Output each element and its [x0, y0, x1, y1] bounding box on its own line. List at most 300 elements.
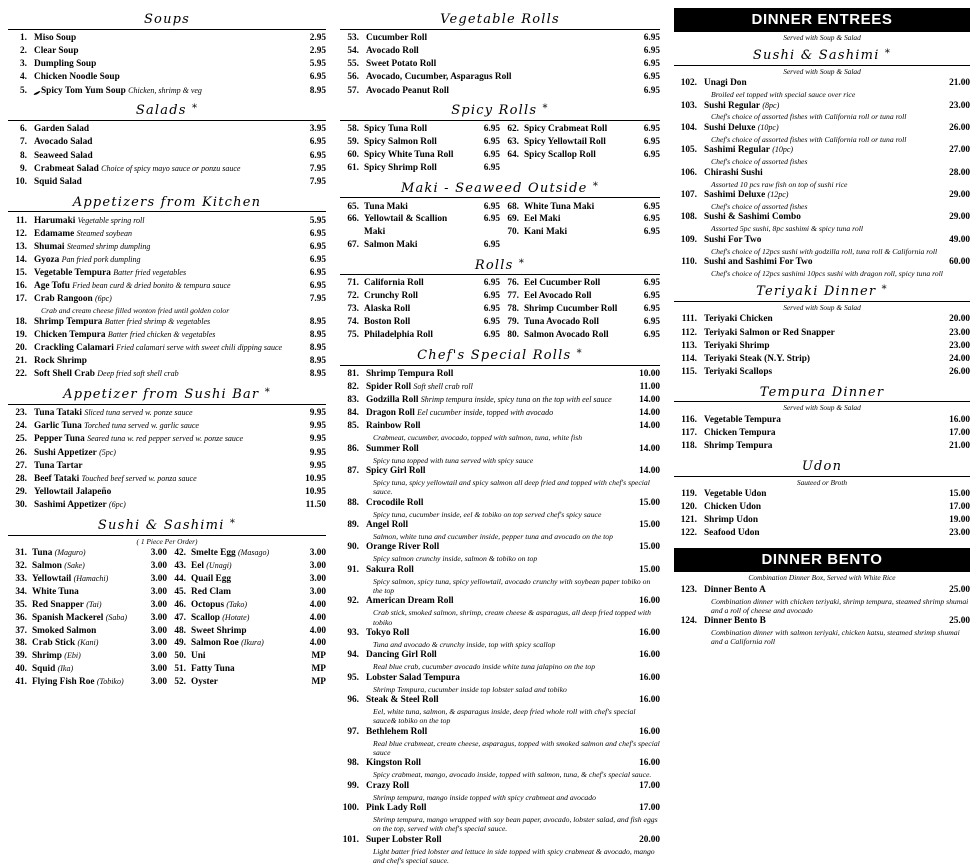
item-body	[524, 226, 626, 239]
item-name: Cucumber Roll	[366, 32, 428, 43]
item-number: 52.	[174, 677, 186, 688]
item-number: 113.	[681, 340, 697, 351]
item-body	[366, 694, 624, 707]
item-number: 30.	[15, 500, 27, 511]
menu-item	[340, 368, 660, 381]
menu-item	[500, 277, 660, 290]
item-number: 60.	[347, 150, 359, 161]
item-number: 114.	[681, 353, 697, 364]
item-price: 3.00	[309, 547, 326, 558]
item-body	[524, 277, 626, 290]
item-price: 7.95	[309, 294, 326, 305]
item-number: 27.	[15, 460, 27, 471]
item-name: Sushi For Two	[704, 234, 762, 245]
item-price: 3.00	[150, 547, 167, 558]
item-description: Steamed shrimp dumpling	[66, 241, 151, 251]
item-body	[34, 499, 290, 512]
item-name: Vegetable Tempura	[34, 268, 111, 279]
menu-item	[8, 149, 326, 162]
menu-item	[167, 573, 326, 586]
menu-item	[8, 293, 326, 306]
menu-item	[340, 519, 660, 532]
item-number: 67.	[347, 239, 359, 250]
item-price: 3.00	[150, 625, 167, 636]
item-name: Steak & Steel Roll	[366, 695, 439, 706]
menu-item	[167, 676, 326, 689]
item-number: 77.	[507, 291, 519, 302]
item-name: Sweet Shrimp	[191, 625, 247, 636]
item-number: 29.	[15, 487, 27, 498]
item-number: 115.	[681, 366, 697, 377]
section-star: *	[191, 103, 199, 115]
item-price: 8.95	[309, 369, 326, 380]
item-number: 78.	[507, 304, 519, 315]
item-number: 75.	[347, 330, 359, 341]
item-name: Tokyo Roll	[366, 628, 410, 639]
item-name: Rock Shrimp	[34, 356, 87, 367]
item-body	[32, 547, 133, 560]
item-name: Teriyaki Shrimp	[704, 340, 770, 351]
item-number: 76.	[507, 278, 519, 289]
item-number: 88.	[347, 497, 359, 508]
item-price: 5.95	[309, 59, 326, 70]
item-body	[32, 599, 133, 612]
item-number: 4.	[20, 72, 27, 83]
item-price: 16.00	[639, 726, 660, 737]
item-body	[364, 136, 466, 149]
item-number: 97.	[347, 726, 359, 737]
item-name: Smelte Egg	[191, 547, 236, 558]
item-body	[366, 420, 624, 433]
menu-item	[674, 514, 970, 527]
item-number: 92.	[347, 596, 359, 607]
item-body	[704, 501, 934, 514]
section-note: Served with Soup & Salad	[783, 302, 861, 312]
item-body	[704, 527, 934, 540]
item-number: 6.	[20, 124, 27, 135]
item-price: 21.00	[949, 441, 970, 452]
item-number: 7.	[20, 137, 27, 148]
section-star: *	[884, 48, 892, 60]
item-number: 79.	[507, 317, 519, 328]
item-price: 6.95	[309, 72, 326, 83]
item-name: Teriyaki Chicken	[704, 314, 773, 325]
section-rule	[340, 197, 660, 198]
chili-pepper-icon	[33, 88, 40, 93]
section-heading: Appetizer from Sushi Bar *	[63, 387, 271, 403]
item-number: 70.	[507, 227, 519, 238]
item-body	[364, 123, 466, 136]
item-number: 90.	[347, 542, 359, 553]
item-number: 100.	[342, 803, 359, 814]
item-name: Dumpling Soup	[34, 59, 97, 70]
menu-item	[8, 84, 326, 97]
item-number: 86.	[347, 443, 359, 454]
menu-item	[8, 547, 167, 560]
item-price: 6.95	[643, 85, 660, 96]
item-name: Dragon Roll	[366, 408, 415, 419]
menu-item	[674, 144, 970, 157]
menu-item	[340, 595, 660, 608]
item-name: Shrimp Tempura	[704, 441, 773, 452]
item-price: 60.00	[949, 257, 970, 268]
menu-item	[500, 226, 660, 239]
item-description: (Sake)	[64, 560, 85, 570]
item-price: 21.00	[949, 78, 970, 89]
item-number: 105.	[680, 145, 697, 156]
item-name: Scallop	[191, 612, 220, 623]
item-name: Seaweed Salad	[34, 150, 93, 161]
item-body	[34, 316, 290, 329]
item-name: Garden Salad	[34, 124, 90, 135]
menu-item	[340, 200, 500, 213]
menu-item	[167, 611, 326, 624]
item-body	[34, 355, 290, 368]
item-price: 16.00	[639, 628, 660, 639]
item-body	[366, 443, 624, 456]
menu-item	[340, 564, 660, 577]
item-price: 11.00	[639, 381, 660, 392]
item-body	[704, 189, 934, 202]
item-price: 29.00	[949, 212, 970, 223]
item-price: 15.00	[639, 542, 660, 553]
item-name: Yellowtail Jalapeño	[34, 487, 112, 498]
item-name: Smoked Salmon	[32, 625, 97, 636]
two-column-group	[340, 200, 660, 251]
item-name: Pepper Tuna	[34, 434, 85, 445]
section-rule	[674, 65, 970, 66]
item-price: 6.95	[483, 124, 500, 135]
item-subdescription: Shrimp tempura, mango inside topped with spicy crabmeat and avocado	[373, 792, 596, 802]
section-star: *	[229, 518, 237, 530]
item-subdescription: Tuna and avocado & crunchy inside, top with spicy scallop	[373, 639, 556, 649]
item-price: 25.00	[949, 616, 970, 627]
menu-item	[340, 407, 660, 420]
item-name: Crackling Calamari	[34, 343, 114, 354]
menu-item	[340, 465, 660, 478]
item-price: 15.00	[639, 520, 660, 531]
menu-item	[8, 176, 326, 189]
item-description: (Ikura)	[241, 638, 264, 648]
item-price: 6.95	[309, 241, 326, 252]
item-number: 108.	[680, 212, 697, 223]
item-body	[704, 353, 934, 366]
dinner-bento-note: Combination Dinner Box, Served with White Rice	[748, 573, 896, 583]
item-name: Harumaki	[34, 215, 76, 226]
item-number: 98.	[347, 758, 359, 769]
item-price: 15.00	[949, 489, 970, 500]
menu-item	[340, 32, 660, 45]
section-rule	[340, 29, 660, 30]
item-subdescription: Crab and cream cheese filled wonton fried until golden color	[41, 306, 230, 316]
menu-item	[167, 547, 326, 560]
menu-item	[8, 136, 326, 149]
item-price: 14.00	[639, 408, 660, 419]
item-name: Crabmeat Salad	[34, 163, 99, 174]
menu-item	[167, 560, 326, 573]
item-number: 24.	[15, 421, 27, 432]
menu-item	[674, 353, 970, 366]
section-heading: Sushi & Sashimi *	[97, 518, 237, 534]
section-rule	[340, 274, 660, 275]
item-name: Avocado, Cucumber, Asparagus Roll	[366, 72, 512, 83]
item-body	[524, 303, 626, 316]
item-number: 11.	[15, 215, 27, 226]
item-price: 3.00	[150, 677, 167, 688]
menu-item	[8, 446, 326, 459]
item-price: 6.95	[643, 291, 660, 302]
item-price: 6.95	[483, 150, 500, 161]
menu-item	[167, 624, 326, 637]
section-rule	[340, 365, 660, 366]
item-number: 93.	[347, 628, 359, 639]
section-heading: Spicy Rolls *	[451, 103, 549, 119]
menu-column-left	[0, 0, 334, 688]
menu-item	[8, 473, 326, 486]
item-subdescription: Light batter fried lobster and lettuce in side topped with spicy crabmeat & avocado, mango and chef's special sauce.	[373, 846, 655, 865]
item-price: 6.95	[483, 330, 500, 341]
menu-item	[500, 316, 660, 329]
section-star: *	[518, 257, 526, 269]
item-body	[34, 71, 290, 84]
item-name: Edamame	[34, 228, 75, 239]
item-description: (Tai)	[86, 599, 102, 609]
section-heading: Teriyaki Dinner *	[756, 284, 888, 300]
item-body	[704, 327, 934, 340]
menu-item	[674, 166, 970, 179]
item-body	[32, 637, 133, 650]
item-price: 6.95	[309, 228, 326, 239]
item-price: 3.00	[150, 586, 167, 597]
item-subdescription: Spicy tuna, cucumber inside, eel & tobiko on top served chef's spicy sauce	[373, 509, 602, 519]
item-number: 61.	[347, 162, 359, 173]
item-price: MP	[311, 651, 326, 662]
menu-item	[500, 290, 660, 303]
section-star: *	[542, 103, 549, 115]
item-name: Dinner Bento A	[704, 584, 766, 595]
item-number: 10.	[15, 176, 27, 187]
column-left-items	[340, 277, 500, 342]
item-name: Avocado Peanut Roll	[366, 85, 449, 96]
item-number: 111.	[681, 314, 697, 325]
menu-item	[500, 329, 660, 342]
item-number: 21.	[15, 356, 27, 367]
item-body	[191, 547, 292, 560]
item-body	[34, 176, 290, 189]
item-body	[364, 277, 466, 290]
item-description: Deep fried soft shell crab	[97, 369, 179, 379]
item-subdescription: Crab stick, smoked salmon, shrimp, cream cheese & asparagus, all deep fried topped with tobiko	[373, 608, 651, 627]
item-body	[366, 541, 624, 554]
item-subdescription: Chef's choice of assorted fishes	[711, 157, 808, 167]
item-number: 71.	[347, 278, 359, 289]
item-name: Red Snapper	[32, 599, 84, 610]
item-name: Teriyaki Scallops	[704, 366, 773, 377]
item-number: 122.	[680, 528, 697, 539]
item-body	[364, 149, 466, 162]
item-body	[34, 460, 290, 473]
item-number: 46.	[174, 599, 186, 610]
item-price: 6.95	[309, 268, 326, 279]
item-number: 33.	[15, 573, 27, 584]
item-description: Fried calamari serve with sweet chili dipping sauce	[116, 343, 283, 353]
section-star: *	[264, 387, 271, 399]
item-description: (Maguro)	[54, 547, 86, 557]
menu-item	[340, 757, 660, 770]
item-body	[32, 586, 133, 599]
item-name: Spanish Mackerel	[32, 612, 104, 623]
item-number: 119.	[681, 489, 697, 500]
item-price: 6.95	[483, 162, 500, 173]
item-body	[191, 625, 292, 638]
menu-item	[340, 277, 500, 290]
item-price: 6.95	[643, 72, 660, 83]
item-price: 6.95	[483, 214, 500, 225]
item-name: Bethlehem Roll	[366, 726, 428, 737]
item-price: 3.00	[309, 586, 326, 597]
section-heading: Tempura Dinner	[759, 384, 885, 400]
item-body	[364, 162, 466, 175]
item-name: Sushi Appetizer	[34, 447, 97, 458]
item-subdescription: Spicy salmon, spicy tuna, spicy yellowtail, avocado crunchy with soybean paper tobiko on the top	[373, 576, 651, 595]
item-subdescription: Spicy salmon crunchy inside, salmon & tobiko on top	[373, 554, 538, 564]
menu-item	[8, 676, 167, 689]
item-price: 23.00	[949, 528, 970, 539]
item-body	[366, 649, 624, 662]
item-name: Avocado Salad	[34, 137, 93, 148]
item-price: 15.00	[639, 497, 660, 508]
item-body	[364, 290, 466, 303]
item-name: Angel Roll	[366, 520, 409, 531]
item-description: Choice of spicy mayo sauce or ponzu sauce	[101, 163, 241, 173]
item-name: Chicken Tempura	[34, 329, 106, 340]
item-number: 36.	[15, 612, 27, 623]
item-number: 2.	[20, 46, 27, 57]
item-price: 6.95	[643, 278, 660, 289]
menu-item	[340, 136, 500, 149]
item-price: 6.95	[643, 227, 660, 238]
item-body	[366, 381, 624, 394]
item-body	[34, 45, 290, 58]
item-price: 2.95	[309, 46, 326, 57]
item-price: 3.00	[150, 573, 167, 584]
section-rule	[8, 29, 326, 30]
item-price: 23.00	[949, 100, 970, 111]
item-name: Spicy Tom Yum Soup	[41, 85, 126, 96]
item-name: Rainbow Roll	[366, 421, 421, 432]
item-number: 95.	[347, 672, 359, 683]
item-description: Eel cucumber inside, topped with avocado	[417, 408, 554, 418]
item-name: Crocodile Roll	[366, 497, 424, 508]
item-price: 6.95	[643, 32, 660, 43]
item-number: 91.	[347, 564, 359, 575]
item-body	[191, 612, 292, 625]
item-body	[191, 586, 292, 599]
item-body	[366, 394, 624, 407]
item-number: 32.	[15, 560, 27, 571]
item-description: Torched tuna served w. garlic sauce	[84, 421, 199, 431]
item-body	[32, 560, 133, 573]
section-rule	[674, 476, 970, 477]
item-price: 6.95	[643, 201, 660, 212]
item-price: 26.00	[949, 366, 970, 377]
item-name: Chicken Noodle Soup	[34, 72, 120, 83]
item-name: Gyoza	[34, 255, 60, 266]
item-number: 104.	[680, 122, 697, 133]
item-name: Sweet Potato Roll	[366, 59, 437, 70]
item-price: 10.95	[305, 487, 326, 498]
item-price: 3.00	[309, 573, 326, 584]
section-star: *	[881, 284, 888, 296]
item-price: 25.00	[949, 584, 970, 595]
menu-item	[340, 162, 500, 175]
item-price: 6.95	[483, 137, 500, 148]
item-number: 121.	[680, 515, 697, 526]
item-price: 16.00	[639, 596, 660, 607]
item-number: 45.	[174, 586, 186, 597]
item-number: 84.	[347, 408, 359, 419]
menu-item	[8, 459, 326, 472]
item-body	[366, 627, 624, 640]
menu-item	[8, 650, 167, 663]
item-price: 7.95	[309, 163, 326, 174]
item-name: Dinner Bento B	[704, 616, 766, 627]
section-note: Sauteed or Broth	[796, 477, 848, 487]
item-price: 8.95	[309, 356, 326, 367]
item-body	[366, 757, 624, 770]
menu-column-middle	[334, 0, 666, 865]
item-body	[34, 254, 290, 267]
item-description: (10pc)	[772, 145, 794, 155]
menu-item	[8, 280, 326, 293]
item-body	[366, 58, 624, 71]
item-body	[704, 211, 934, 224]
menu-item	[340, 541, 660, 554]
menu-item	[674, 501, 970, 514]
item-price: 10.95	[305, 473, 326, 484]
item-description: (Saba)	[105, 612, 128, 622]
item-body	[704, 514, 934, 527]
column-right-items	[167, 547, 326, 689]
section-heading: Soups	[143, 12, 191, 27]
item-price: 3.00	[150, 599, 167, 610]
item-number: 18.	[15, 316, 27, 327]
item-price: 28.00	[949, 167, 970, 178]
item-number: 54.	[347, 46, 359, 57]
item-price: 8.95	[309, 343, 326, 354]
item-name: Sashimi Regular	[704, 145, 770, 156]
item-description: (Ebi)	[64, 651, 81, 661]
item-name: Octopus	[191, 599, 225, 610]
item-description: Pan fried pork dumpling	[61, 255, 141, 265]
item-subdescription: Spicy crabmeat, mango, avocado inside, topped with salmon, tuna, & chef's special sauce.	[373, 770, 652, 780]
item-number: 59.	[347, 137, 359, 148]
section-rule	[8, 211, 326, 212]
item-number: 22.	[15, 369, 27, 380]
item-price: 4.00	[309, 612, 326, 623]
item-price: 16.00	[639, 650, 660, 661]
item-number: 106.	[680, 167, 697, 178]
item-description: (Tako)	[226, 599, 247, 609]
menu-item	[8, 45, 326, 58]
item-price: 17.00	[949, 428, 970, 438]
item-name: Chirashi Sushi	[704, 167, 763, 178]
item-number: 34.	[15, 586, 27, 597]
item-price: 17.00	[639, 780, 660, 791]
item-body	[524, 316, 626, 329]
item-price: 23.00	[949, 340, 970, 351]
item-price: 9.95	[309, 460, 326, 471]
